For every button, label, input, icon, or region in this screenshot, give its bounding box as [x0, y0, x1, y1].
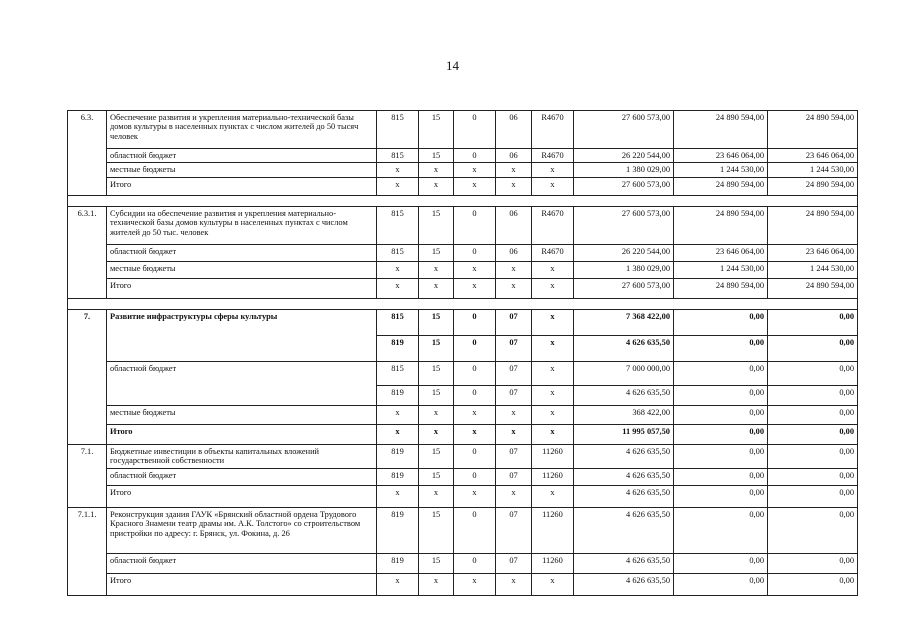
- cell-c1: x: [377, 278, 419, 298]
- cell-amount-1: 27 600 573,00: [574, 111, 674, 149]
- cell-amount-3: 0,00: [768, 507, 858, 553]
- cell-c3: 0: [454, 335, 496, 361]
- cell-c3: 0: [454, 244, 496, 261]
- cell-amount-3: 24 890 594,00: [768, 177, 858, 195]
- cell-amount-3: 24 890 594,00: [768, 111, 858, 149]
- table-row: [68, 163, 858, 177]
- cell-c1: x: [377, 163, 419, 177]
- cell-c2: 15: [419, 149, 454, 163]
- cell-c5: x: [532, 261, 574, 278]
- cell-amount-2: 24 890 594,00: [674, 111, 768, 149]
- cell-c3: 0: [454, 385, 496, 405]
- cell-amount-3: 0,00: [768, 361, 858, 385]
- table-row: [68, 507, 858, 553]
- table-row: [68, 444, 858, 468]
- cell-c4: x: [496, 573, 532, 595]
- cell-c3: x: [454, 278, 496, 298]
- row-description: областной бюджет: [107, 553, 377, 573]
- cell-c4: x: [496, 177, 532, 195]
- cell-c2: x: [419, 177, 454, 195]
- cell-c4: 07: [496, 335, 532, 361]
- cell-amount-1: 1 380 029,00: [574, 261, 674, 278]
- row-description: Итого: [107, 177, 377, 195]
- cell-c5: x: [532, 485, 574, 507]
- cell-c4: x: [496, 424, 532, 444]
- cell-c4: x: [496, 278, 532, 298]
- page-number: 14: [446, 58, 459, 73]
- cell-c1: 819: [377, 444, 419, 468]
- table-row: [68, 468, 858, 485]
- cell-c2: 15: [419, 111, 454, 149]
- cell-c4: 07: [496, 385, 532, 405]
- cell-c1: x: [377, 424, 419, 444]
- cell-c2: x: [419, 278, 454, 298]
- cell-c2: x: [419, 405, 454, 424]
- cell-amount-3: 0,00: [768, 335, 858, 361]
- cell-amount-1: 27 600 573,00: [574, 206, 674, 244]
- row-description: областной бюджет: [107, 244, 377, 261]
- cell-c5: 11260: [532, 444, 574, 468]
- table-row: [68, 485, 858, 507]
- cell-c2: 15: [419, 206, 454, 244]
- cell-amount-1: 4 626 635,50: [574, 485, 674, 507]
- cell-c3: 0: [454, 149, 496, 163]
- table-row: [68, 405, 858, 424]
- cell-amount-3: 23 646 064,00: [768, 244, 858, 261]
- cell-amount-3: 23 646 064,00: [768, 149, 858, 163]
- cell-amount-1: 7 000 000,00: [574, 361, 674, 385]
- cell-amount-3: 1 244 530,00: [768, 163, 858, 177]
- cell-c3: x: [454, 163, 496, 177]
- cell-c3: x: [454, 261, 496, 278]
- cell-c4: x: [496, 163, 532, 177]
- cell-c3: 0: [454, 206, 496, 244]
- cell-c4: 07: [496, 309, 532, 335]
- row-number: 6.3.: [68, 111, 107, 196]
- cell-c1: x: [377, 405, 419, 424]
- cell-amount-3: 0,00: [768, 385, 858, 405]
- row-description: Субсидии на обеспечение развития и укрепления материально-технической базы домов культуры в населенных пунктах с числом жителей до 50 тыс. человек: [107, 206, 377, 244]
- cell-c5: x: [532, 177, 574, 195]
- cell-amount-3: 1 244 530,00: [768, 261, 858, 278]
- section-gap: [68, 298, 858, 309]
- cell-c1: 819: [377, 507, 419, 553]
- cell-amount-2: 1 244 530,00: [674, 163, 768, 177]
- cell-c1: 819: [377, 553, 419, 573]
- cell-c5: x: [532, 163, 574, 177]
- table-row: [68, 573, 858, 595]
- cell-c4: 06: [496, 206, 532, 244]
- cell-amount-1: 26 220 544,00: [574, 149, 674, 163]
- cell-c4: 07: [496, 361, 532, 385]
- cell-amount-2: 24 890 594,00: [674, 177, 768, 195]
- row-description: Реконструкция здания ГАУК «Брянский областной ордена Трудового Красного Знамени театр драмы им. А.К. Толстого» со строительством пристройки по адресу: г. Брянск, ул. Фокина, д. 26: [107, 507, 377, 553]
- cell-c5: x: [532, 278, 574, 298]
- row-number: 6.3.1.: [68, 206, 107, 298]
- cell-c3: 0: [454, 444, 496, 468]
- cell-amount-2: 0,00: [674, 361, 768, 385]
- table-row: [68, 177, 858, 195]
- table-row: [68, 361, 858, 385]
- cell-c1: 819: [377, 468, 419, 485]
- cell-amount-2: 0,00: [674, 468, 768, 485]
- cell-c5: 11260: [532, 507, 574, 553]
- cell-c1: 815: [377, 206, 419, 244]
- row-description: Итого: [107, 485, 377, 507]
- cell-c5: x: [532, 573, 574, 595]
- row-description: местные бюджеты: [107, 261, 377, 278]
- cell-amount-1: 11 995 057,50: [574, 424, 674, 444]
- cell-c3: 0: [454, 309, 496, 335]
- cell-c4: 07: [496, 444, 532, 468]
- budget-table: [67, 110, 858, 596]
- cell-amount-1: 4 626 635,50: [574, 553, 674, 573]
- cell-amount-3: 0,00: [768, 573, 858, 595]
- cell-c2: 15: [419, 553, 454, 573]
- cell-amount-1: 4 626 635,50: [574, 573, 674, 595]
- cell-c2: 15: [419, 444, 454, 468]
- cell-c2: 15: [419, 385, 454, 405]
- table-row: [68, 553, 858, 573]
- cell-c4: 07: [496, 507, 532, 553]
- cell-c3: 0: [454, 361, 496, 385]
- cell-amount-2: 0,00: [674, 405, 768, 424]
- cell-c5: R4670: [532, 244, 574, 261]
- cell-amount-2: 0,00: [674, 485, 768, 507]
- table-row: [68, 424, 858, 444]
- cell-c5: x: [532, 309, 574, 335]
- table-row: [68, 111, 858, 149]
- cell-amount-2: 23 646 064,00: [674, 244, 768, 261]
- cell-c3: x: [454, 424, 496, 444]
- cell-c5: x: [532, 405, 574, 424]
- cell-amount-2: 0,00: [674, 424, 768, 444]
- cell-amount-1: 26 220 544,00: [574, 244, 674, 261]
- cell-amount-3: 0,00: [768, 309, 858, 335]
- table-row: [68, 206, 858, 244]
- cell-c5: x: [532, 424, 574, 444]
- cell-amount-3: 0,00: [768, 424, 858, 444]
- row-description: областной бюджет: [107, 361, 377, 405]
- cell-c5: 11260: [532, 553, 574, 573]
- cell-c2: x: [419, 163, 454, 177]
- cell-c5: x: [532, 335, 574, 361]
- cell-c2: 15: [419, 309, 454, 335]
- cell-c2: x: [419, 573, 454, 595]
- cell-amount-3: 0,00: [768, 444, 858, 468]
- row-description: Бюджетные инвестиции в объекты капитальных вложений государственной собственности: [107, 444, 377, 468]
- cell-c2: x: [419, 485, 454, 507]
- cell-c3: x: [454, 573, 496, 595]
- cell-c1: 815: [377, 361, 419, 385]
- cell-amount-2: 0,00: [674, 385, 768, 405]
- cell-c4: x: [496, 485, 532, 507]
- cell-c1: 819: [377, 385, 419, 405]
- cell-c5: x: [532, 385, 574, 405]
- cell-amount-2: 0,00: [674, 507, 768, 553]
- cell-c5: x: [532, 361, 574, 385]
- cell-amount-2: 0,00: [674, 444, 768, 468]
- cell-c1: 819: [377, 335, 419, 361]
- cell-amount-2: 24 890 594,00: [674, 278, 768, 298]
- row-description: Итого: [107, 573, 377, 595]
- cell-c3: 0: [454, 468, 496, 485]
- cell-amount-3: 24 890 594,00: [768, 206, 858, 244]
- cell-c2: 15: [419, 335, 454, 361]
- cell-c4: 06: [496, 149, 532, 163]
- cell-c2: 15: [419, 468, 454, 485]
- section-gap: [68, 195, 858, 206]
- cell-amount-2: 0,00: [674, 573, 768, 595]
- cell-amount-3: 0,00: [768, 553, 858, 573]
- cell-c3: 0: [454, 553, 496, 573]
- cell-amount-3: 24 890 594,00: [768, 278, 858, 298]
- cell-amount-1: 27 600 573,00: [574, 177, 674, 195]
- cell-c1: 815: [377, 244, 419, 261]
- row-description: Итого: [107, 278, 377, 298]
- table-row: [68, 278, 858, 298]
- cell-c1: 815: [377, 309, 419, 335]
- row-number: 7.1.: [68, 444, 107, 507]
- cell-c4: 07: [496, 553, 532, 573]
- cell-amount-1: 4 626 635,50: [574, 385, 674, 405]
- cell-c1: x: [377, 485, 419, 507]
- cell-c3: x: [454, 405, 496, 424]
- row-description: областной бюджет: [107, 468, 377, 485]
- cell-c1: 815: [377, 149, 419, 163]
- cell-amount-1: 4 626 635,50: [574, 444, 674, 468]
- cell-c2: 15: [419, 507, 454, 553]
- cell-amount-3: 0,00: [768, 468, 858, 485]
- cell-c3: x: [454, 485, 496, 507]
- cell-c2: 15: [419, 361, 454, 385]
- row-description: местные бюджеты: [107, 163, 377, 177]
- cell-c3: 0: [454, 507, 496, 553]
- table-row: [68, 309, 858, 335]
- table-row: [68, 244, 858, 261]
- cell-amount-1: 368 422,00: [574, 405, 674, 424]
- row-description: Итого: [107, 424, 377, 444]
- cell-amount-2: 0,00: [674, 335, 768, 361]
- cell-amount-1: 4 626 635,50: [574, 335, 674, 361]
- row-description: местные бюджеты: [107, 405, 377, 424]
- cell-c2: 15: [419, 244, 454, 261]
- table-row: [68, 149, 858, 163]
- cell-c2: x: [419, 424, 454, 444]
- cell-c1: 815: [377, 111, 419, 149]
- cell-c5: 11260: [532, 468, 574, 485]
- cell-amount-3: 0,00: [768, 485, 858, 507]
- cell-c5: R4670: [532, 111, 574, 149]
- cell-amount-3: 0,00: [768, 405, 858, 424]
- cell-amount-1: 27 600 573,00: [574, 278, 674, 298]
- cell-amount-1: 1 380 029,00: [574, 163, 674, 177]
- cell-c5: R4670: [532, 149, 574, 163]
- cell-c4: 07: [496, 468, 532, 485]
- cell-c1: x: [377, 261, 419, 278]
- cell-c1: x: [377, 573, 419, 595]
- row-description: Развитие инфраструктуры сферы культуры: [107, 309, 377, 361]
- cell-amount-2: 1 244 530,00: [674, 261, 768, 278]
- cell-amount-1: 4 626 635,50: [574, 468, 674, 485]
- cell-amount-2: 0,00: [674, 309, 768, 335]
- cell-c3: x: [454, 177, 496, 195]
- cell-c3: 0: [454, 111, 496, 149]
- cell-amount-2: 23 646 064,00: [674, 149, 768, 163]
- row-number: 7.1.1.: [68, 507, 107, 595]
- cell-c4: 06: [496, 111, 532, 149]
- cell-c2: x: [419, 261, 454, 278]
- cell-amount-1: 4 626 635,50: [574, 507, 674, 553]
- table-row: [68, 261, 858, 278]
- row-description: Обеспечение развития и укрепления материально-технической базы домов культуры в населенных пунктах с числом жителей до 50 тысяч человек: [107, 111, 377, 149]
- cell-c5: R4670: [532, 206, 574, 244]
- cell-c1: x: [377, 177, 419, 195]
- cell-amount-1: 7 368 422,00: [574, 309, 674, 335]
- cell-amount-2: 24 890 594,00: [674, 206, 768, 244]
- row-number: 7.: [68, 309, 107, 444]
- cell-c4: x: [496, 261, 532, 278]
- cell-c4: 06: [496, 244, 532, 261]
- cell-amount-2: 0,00: [674, 553, 768, 573]
- cell-c4: x: [496, 405, 532, 424]
- row-description: областной бюджет: [107, 149, 377, 163]
